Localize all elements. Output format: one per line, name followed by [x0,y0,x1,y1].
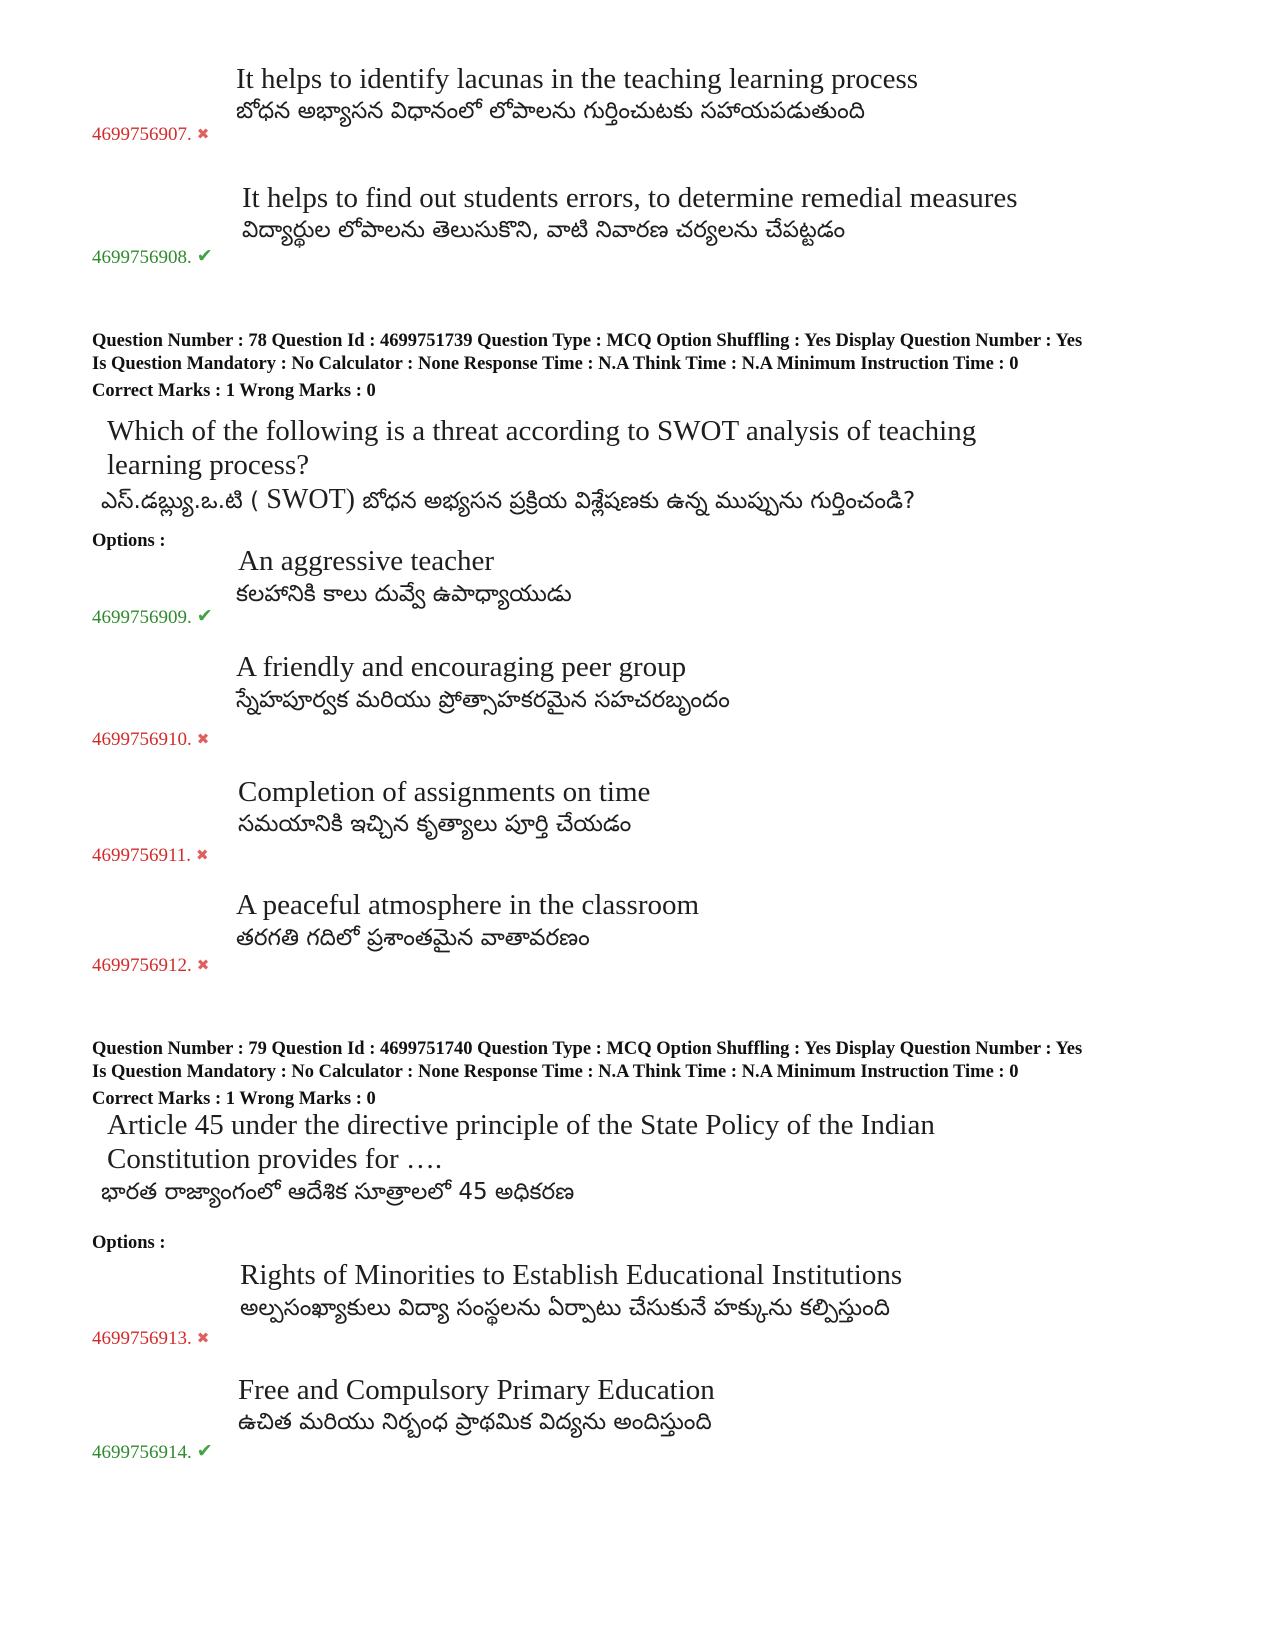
option-text-te: స్నేహపూర్వక మరియు ప్రోత్సాహకరమైన సహచరబృందం [236,687,730,713]
option-text-en: Completion of assignments on time [238,776,651,808]
option-text-te: బోధన అభ్యాసన విధానంలో లోపాలను గుర్తించుటకు సహాయపడుతుంది [236,98,866,124]
question-text-en: learning process? [107,449,310,481]
cross-icon: ✖ [196,732,210,748]
option-id-number: 4699756907. [92,124,192,145]
option-id [92,1441,213,1464]
cross-icon: ✖ [196,848,209,864]
option-id-number: 4699756913. [92,1328,192,1349]
cross-icon: ✖ [196,127,210,143]
option-id-number: 4699756909. [92,607,192,628]
question-text-en: Which of the following is a threat according to SWOT analysis of teaching [107,415,977,447]
option-text-en: A friendly and encouraging peer group [236,651,687,683]
option-text-en: An aggressive teacher [238,545,495,577]
cross-icon: ✖ [196,958,210,974]
check-icon: ✔ [196,1441,213,1462]
option-id [92,729,209,751]
option-id-number: 4699756911. [92,845,192,866]
option-id [92,246,213,269]
question-text-te-part: SWOT) [266,484,356,515]
option-text-te: తరగతి గదిలో ప్రశాంతమైన వాతావరణం [236,925,590,951]
question-marks-line: Correct Marks : 1 Wrong Marks : 0 [92,381,376,401]
option-id [92,124,209,146]
check-icon: ✔ [196,606,213,627]
question-text-te: భారత రాజ్యాంగంలో ఆదేశిక సూత్రాలలో 45 అధికరణ [101,1179,575,1205]
option-id [92,845,209,867]
option-id [92,606,213,629]
option-text-en: Free and Compulsory Primary Education [238,1374,715,1406]
option-text-te: అల్పసంఖ్యాకులు విద్యా సంస్థలను ఏర్పాటు చేసుకునే హక్కును కల్పిస్తుంది [240,1295,891,1321]
options-label: Options : [92,1233,166,1253]
question-meta-line: Is Question Mandatory : No Calculator : None Response Time : N.A Think Time : N.A Minimum Instruction Time : 0 [92,1062,1019,1082]
option-text-te: ఉచిత మరియు నిర్బంధ ప్రాథమిక విద్యను అందిస్తుంది [238,1409,712,1435]
question-meta-line: Question Number : 78 Question Id : 4699751739 Question Type : MCQ Option Shuffling : Yes Display Question Number : Yes [92,331,1083,351]
option-text-en: It helps to identify lacunas in the teaching learning process [236,63,919,95]
option-text-te: కలహానికి కాలు దువ్వే ఉపాధ్యాయుడు [236,581,572,607]
option-id [92,1328,209,1350]
option-text-en: Rights of Minorities to Establish Educational Institutions [240,1259,903,1291]
option-text-en: A peaceful atmosphere in the classroom [236,889,700,921]
options-label: Options : [92,531,166,551]
option-text-te: సమయానికి ఇచ్చిన కృత్యాలు పూర్తి చేయడం [238,811,632,837]
question-text-te-part: బోధన అభ్యసన ప్రక్రియ విశ్లేషణకు ఉన్న ముప్పును గుర్తించండి? [355,488,916,514]
option-id-number: 4699756908. [92,247,192,268]
option-text-te: విద్యార్థుల లోపాలను తెలుసుకొని, వాటి నివారణ చర్యలను చేపట్టడం [242,217,846,243]
check-icon: ✔ [196,246,213,267]
option-id-number: 4699756910. [92,729,192,750]
option-id [92,955,209,977]
question-text-en: Article 45 under the directive principle of the State Policy of the Indian [107,1109,935,1141]
question-text-te [101,484,915,517]
question-text-te-part: ఎస్.డబ్ల్యు.ఒ.టి ( [101,488,267,514]
question-meta-line: Is Question Mandatory : No Calculator : None Response Time : N.A Think Time : N.A Minimum Instruction Time : 0 [92,354,1019,374]
question-meta-line: Question Number : 79 Question Id : 4699751740 Question Type : MCQ Option Shuffling : Yes Display Question Number : Yes [92,1039,1083,1059]
question-text-en: Constitution provides for …. [107,1143,443,1175]
option-id-number: 4699756912. [92,955,192,976]
question-marks-line: Correct Marks : 1 Wrong Marks : 0 [92,1089,376,1109]
cross-icon: ✖ [196,1331,210,1347]
option-text-en: It helps to find out students errors, to determine remedial measures [242,182,1018,214]
option-id-number: 4699756914. [92,1442,192,1463]
